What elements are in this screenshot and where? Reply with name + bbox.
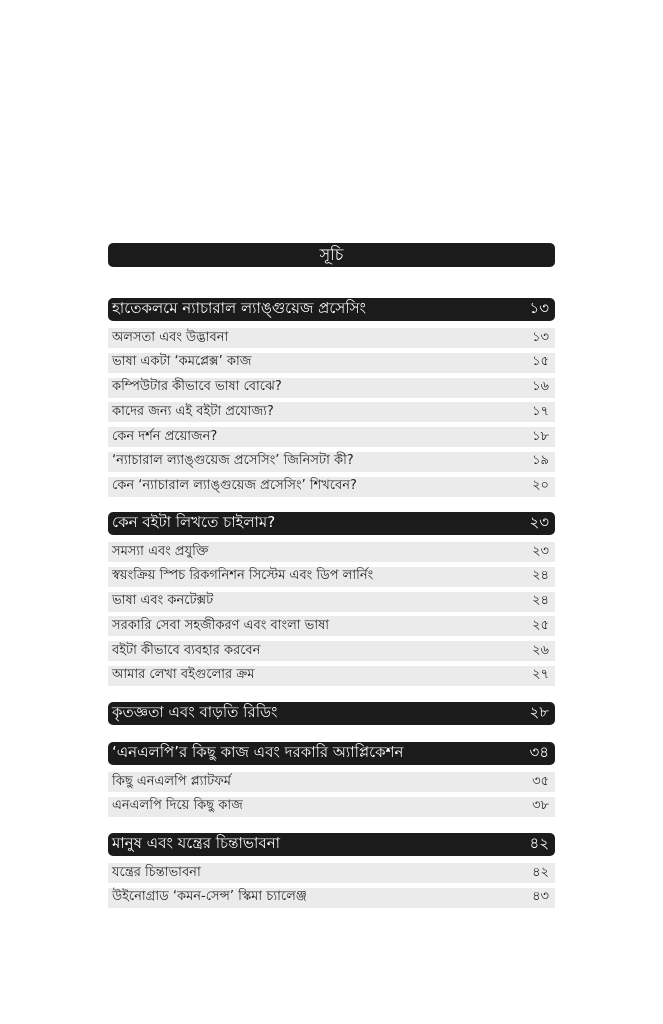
entry-title: কাদের জন্য এই বইটা প্রযোজ্য? [112,403,274,419]
toc-entry[interactable] [108,402,555,422]
entry-title: কেন দর্শন প্রয়োজন? [112,428,218,444]
toc-section [108,742,555,822]
entry-page-number: ১৯ [532,453,549,469]
chapter-heading[interactable] [108,298,555,321]
chapter-page-number: ৪২ [529,834,549,852]
entry-page-number: ৩৮ [532,798,549,814]
chapter-page-number: ২৮ [529,703,549,721]
toc-entry[interactable] [108,328,555,348]
toc-entry[interactable] [108,863,555,883]
toc-entry[interactable] [108,666,555,686]
entry-page-number: ২৬ [532,642,549,658]
entry-title: আমার লেখা বইগুলোর ক্রম [112,667,255,683]
toc-entry[interactable] [108,542,555,562]
entry-page-number: ৪২ [532,864,549,880]
toc-section [108,702,555,732]
entry-title: স্বয়ংক্রিয় স্পিচ রিকগনিশন সিস্টেম এবং ডিপ লার্নিং [112,568,374,584]
entry-page-number: ১৬ [532,379,549,395]
chapter-title: হাতেকলমে ন্যাচারাল ল্যাঙ্গুয়েজ প্রসেসিং [112,299,366,317]
toc-entry[interactable] [108,592,555,612]
entry-title: যন্ত্রের চিন্তাভাবনা [112,864,201,880]
toc-entry[interactable] [108,616,555,636]
entry-title: কেন ‘ন্যাচারাল ল্যাঙ্গুয়েজ প্রসেসিং’ শিখবেন? [112,478,357,494]
toc-section [108,833,555,913]
entry-page-number: ১৭ [532,403,549,419]
entry-title: সরকারি সেবা সহজীকরণ এবং বাংলা ভাষা [112,617,330,633]
entry-page-number: ১৫ [532,354,549,370]
entry-title: ভাষা এবং কনটেক্সট [112,593,214,609]
entry-page-number: ২৭ [532,667,549,683]
entry-title: উইনোগ্রাড ‘কমন-সেন্স’ স্কিমা চ্যালেঞ্জ [112,889,307,905]
chapter-page-number: ৩৪ [529,743,549,761]
chapter-heading[interactable] [108,702,555,725]
entry-page-number: ২৩ [532,543,549,559]
toc-entry[interactable] [108,567,555,587]
entry-title: অলসতা এবং উদ্ভাবনা [112,329,229,345]
toc-entry[interactable] [108,772,555,792]
chapter-title: কেন বইটা লিখতে চাইলাম? [112,513,276,531]
entry-page-number: ১৮ [532,428,549,444]
toc-entry[interactable] [108,378,555,398]
chapter-heading[interactable] [108,512,555,535]
toc-entry[interactable] [108,888,555,908]
chapter-title: মানুষ এবং যন্ত্রের চিন্তাভাবনা [112,834,281,852]
chapter-page-number: ২৩ [529,513,549,531]
entry-title: বইটা কীভাবে ব্যবহার করবেন [112,642,261,658]
entry-title: সমস্যা এবং প্রযুক্তি [112,543,209,559]
chapter-title: ‘এনএলপি’র কিছু কাজ এবং দরকারি অ্যাপ্লিকেশন [112,743,404,761]
toc-entry[interactable] [108,452,555,472]
chapter-heading[interactable] [108,742,555,765]
entry-title: কম্পিউটার কীভাবে ভাষা বোঝে? [112,379,282,395]
entry-page-number: ২৫ [532,617,549,633]
entry-page-number: ৪৩ [532,889,549,905]
entry-page-number: ৩৫ [532,773,549,789]
toc-entry[interactable] [108,427,555,447]
entry-title: ‘ন্যাচারাল ল্যাঙ্গুয়েজ প্রসেসিং’ জিনিসটা কী? [112,453,354,469]
entry-page-number: ২৪ [532,568,549,584]
toc-section [108,298,555,502]
toc-entry[interactable] [108,641,555,661]
entry-page-number: ২৪ [532,593,549,609]
chapter-page-number: ১৩ [529,299,549,317]
entry-title: কিছু এনএলপি প্ল্যাটফর্ম [112,773,231,789]
toc-entry[interactable] [108,477,555,497]
entry-page-number: ১৩ [532,329,549,345]
toc-section [108,512,555,691]
toc-entry[interactable] [108,353,555,373]
toc-title: সূচি [108,243,555,267]
entry-title: এনএলপি দিয়ে কিছু কাজ [112,798,243,814]
entry-title: ভাষা একটা ‘কমপ্লেক্স’ কাজ [112,354,252,370]
chapter-heading[interactable] [108,833,555,856]
chapter-title: কৃতজ্ঞতা এবং বাড়তি রিডিং [112,703,278,721]
entry-page-number: ২০ [532,478,549,494]
toc-entry[interactable] [108,797,555,817]
